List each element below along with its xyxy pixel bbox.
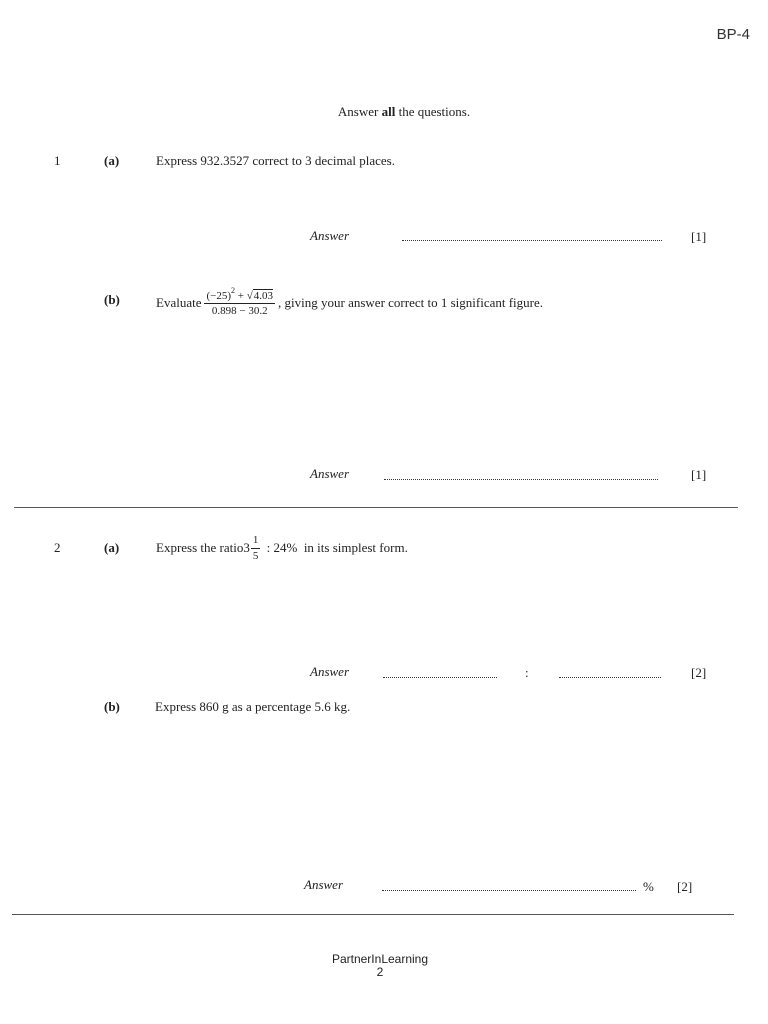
- question-1b-answer-label: Answer: [310, 466, 349, 481]
- question-2a-label: (a): [104, 540, 120, 555]
- question-1-number: 1: [54, 153, 61, 168]
- question-1b-numerator-exponent: 2: [231, 285, 236, 295]
- question-2a-text-before: Express the ratio: [156, 540, 244, 555]
- question-2a-answer-label: Answer: [310, 664, 349, 679]
- question-2b-label: (b): [104, 699, 120, 714]
- question-2b-marks: [2]: [677, 879, 693, 894]
- question-2b-answer-line[interactable]: [382, 890, 636, 891]
- footer-publisher: PartnerInLearning: [331, 952, 429, 966]
- question-1a-text: Express 932.3527 correct to 3 decimal places.: [156, 153, 395, 168]
- question-2a-fraction-numerator: 1: [251, 534, 261, 548]
- sqrt-icon: √: [246, 289, 253, 302]
- question-1b-answer-line[interactable]: [384, 479, 658, 480]
- question-2a-text: [156, 528, 408, 568]
- question-1b-text: [156, 278, 543, 328]
- question-1b-sqrt-value: 4.03: [253, 289, 274, 302]
- question-1b-text-after: , giving your answer correct to 1 significant figure.: [278, 295, 544, 310]
- question-1b-numerator: [204, 285, 275, 304]
- question-2a-colon: :: [525, 665, 529, 680]
- footer: [0, 953, 760, 979]
- section-divider-2: [12, 914, 734, 915]
- paper-code: BP-4: [716, 26, 750, 43]
- question-2b-answer-label: Answer: [304, 877, 343, 892]
- question-2a-whole: 3: [243, 540, 250, 555]
- footer-page-number: 2: [376, 965, 384, 979]
- question-1a-answer-line[interactable]: [402, 240, 662, 241]
- instruction-suffix: the questions.: [395, 104, 471, 119]
- question-1b-numerator-plus: +: [235, 289, 247, 302]
- question-2a-fraction: [251, 534, 261, 561]
- question-1b-fraction: [204, 285, 275, 317]
- question-2a-answer-line-left[interactable]: [383, 677, 497, 678]
- question-2a-answer-line-right[interactable]: [559, 677, 661, 678]
- question-1b-text-before: Evaluate: [156, 295, 202, 310]
- question-1a-label: (a): [104, 153, 120, 168]
- question-1a-answer-label: Answer: [310, 228, 349, 243]
- question-1a-marks: [1]: [691, 229, 707, 244]
- question-2a-text-after: : 24% in its simplest form.: [263, 540, 408, 555]
- section-divider-1: [14, 507, 738, 508]
- question-1b-numerator-base: (−25): [206, 289, 232, 302]
- question-1b-label: (b): [104, 292, 120, 307]
- question-1b-denominator: 0.898 − 30.2: [211, 305, 268, 317]
- question-2b-text: Express 860 g as a percentage 5.6 kg.: [155, 699, 351, 714]
- instruction-bold: all: [381, 104, 396, 119]
- instruction-prefix: Answer: [337, 104, 382, 119]
- question-2a-marks: [2]: [691, 665, 707, 680]
- question-1b-marks: [1]: [691, 467, 707, 482]
- question-2a-fraction-denominator: 5: [252, 549, 259, 562]
- instruction: [0, 104, 768, 120]
- question-2b-percent-unit: %: [643, 879, 654, 894]
- question-2-number: 2: [54, 540, 61, 555]
